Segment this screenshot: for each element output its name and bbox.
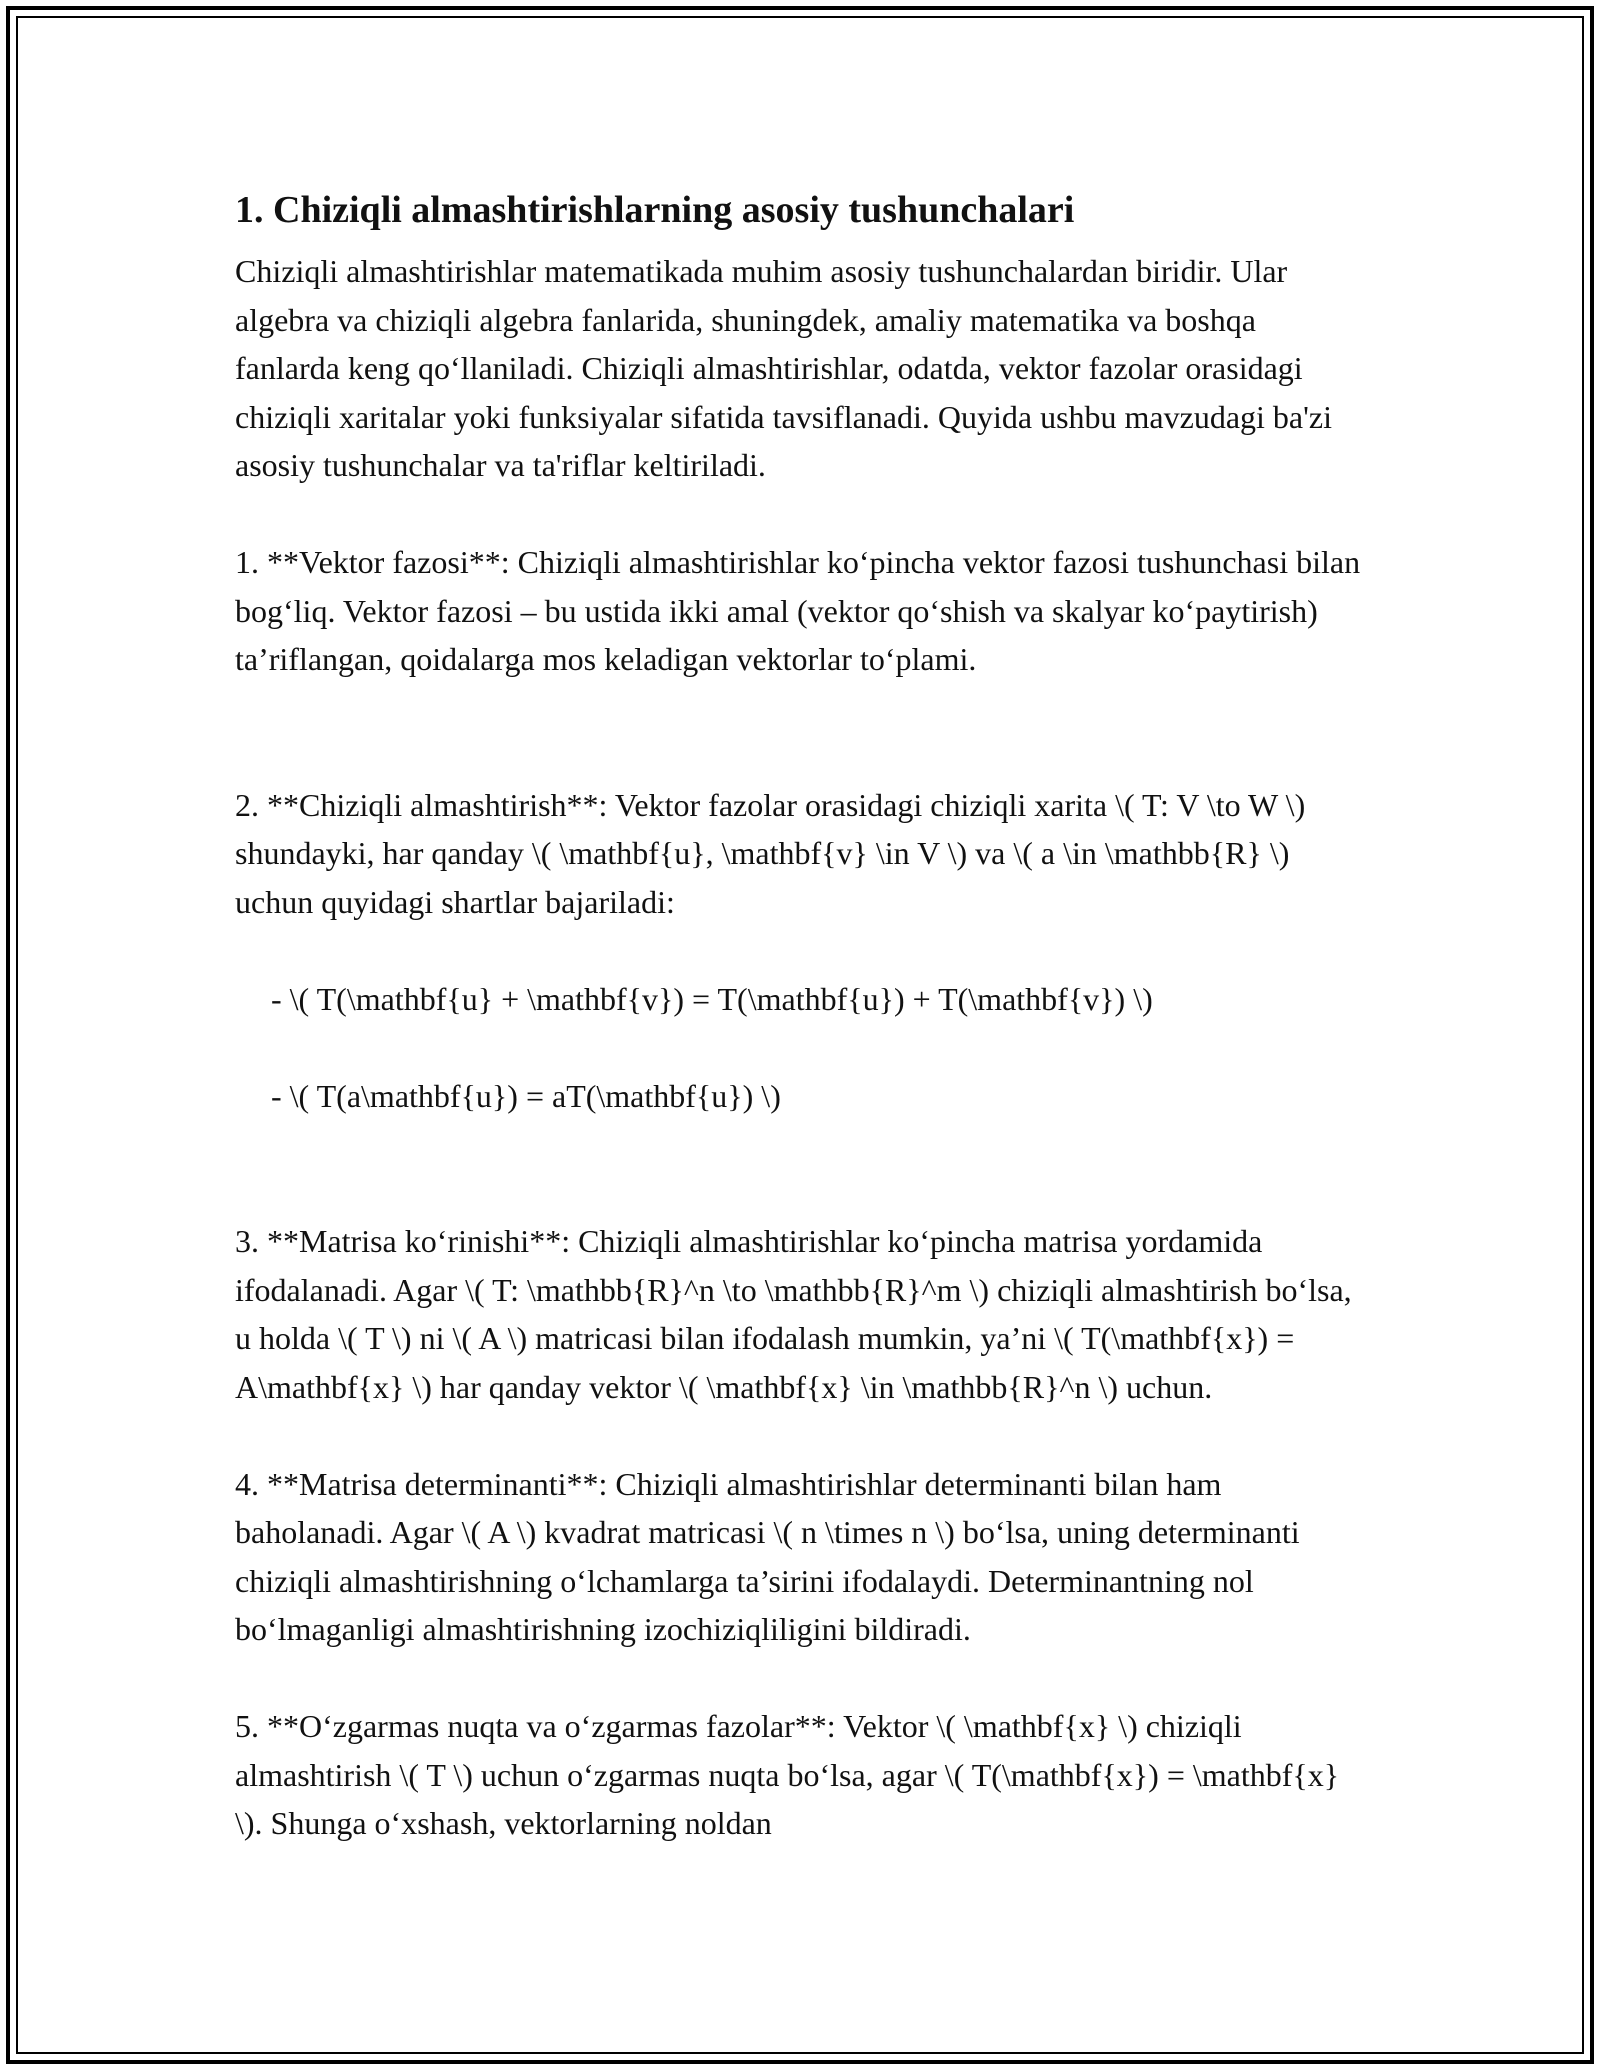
document-body [235,185,1365,1896]
item-matrix-form: 3. **Matrisa ko‘rinishi**: Chiziqli almashtirishlar ko‘pincha matrisa yordamida ifodalanadi. Agar \( T: \mathbb{R}^n \to \mathbb{R}^m \) chiziqli almashtirish bo‘lsa, u holda \( T \) ni \( A \) matricasi bilan ifodalash mumkin, ya’ni \( T(\mathbf{x}) = A\mathbf{x} \) har qanday vektor \( \mathbf{x} \in \mathbb{R}^n \) uchun. [235,1223,1352,1405]
item-fixed-point: 5. **O‘zgarmas nuqta va o‘zgarmas fazolar**: Vektor \( \mathbf{x} \) chiziqli almashtirish \( T \) uchun o‘zgarmas nuqta bo‘lsa, agar \( T(\mathbf{x}) = \mathbf{x} \). Shunga o‘xshash, vektorlarning noldan [235,1708,1340,1841]
item-vector-space: 1. **Vektor fazosi**: Chiziqli almashtirishlar ko‘pincha vektor fazosi tushunchasi bilan bog‘liq. Vektor fazosi – bu ustida ikki amal (vektor qo‘shish va skalyar ko‘paytirish) ta’riflangan, qoidalarga mos keladigan vektorlar to‘plami. [235,544,1361,677]
homogeneity-condition: - \( T(a\mathbf{u}) = aT(\mathbf{u}) \) [271,1077,781,1114]
additivity-condition: - \( T(\mathbf{u} + \mathbf{v}) = T(\mathbf{u}) + T(\mathbf{v}) \) [271,980,1153,1017]
item-linear-transformation-text: 2. **Chiziqli almashtirish**: Vektor fazolar orasidagi chiziqli xarita \( T: V \to W \) shundayki, har qanday \( \mathbf{u}, \mathbf{v} \in V \) va \( a \in \mathbb{R} \) uchun quyidagi shartlar bajariladi: [235,786,1306,920]
section-heading: 1. Chiziqli almashtirishlarning asosiy tushunchalari [235,189,1075,231]
intro-paragraph: Chiziqli almashtirishlar matematikada muhim asosiy tushunchalardan biridir. Ular algebra va chiziqli algebra fanlarida, shuningdek, amaliy matematika va boshqa fanlarda keng qo‘llaniladi. Chiziqli almashtirishlar, odatda, vektor fazolar orasidagi chiziqli xaritalar yoki funksiyalar sifatida tavsiflanadi. Quyida ushbu mavzudagi ba'zi asosiy tushunchalar va ta'riflar keltiriladi. [235,253,1332,483]
item-determinant: 4. **Matrisa determinanti**: Chiziqli almashtirishlar determinanti bilan ham baholanadi. Agar \( A \) kvadrat matricasi \( n \times n \) bo‘lsa, uning determinanti chiziqli almashtirishning o‘lchamlarga ta’sirini ifodalaydi. Determinantning nol bo‘lmaganligi almashtirishning izochiziqliligini bildiradi. [235,1465,1300,1647]
item-linear-transformation [235,732,1365,1169]
